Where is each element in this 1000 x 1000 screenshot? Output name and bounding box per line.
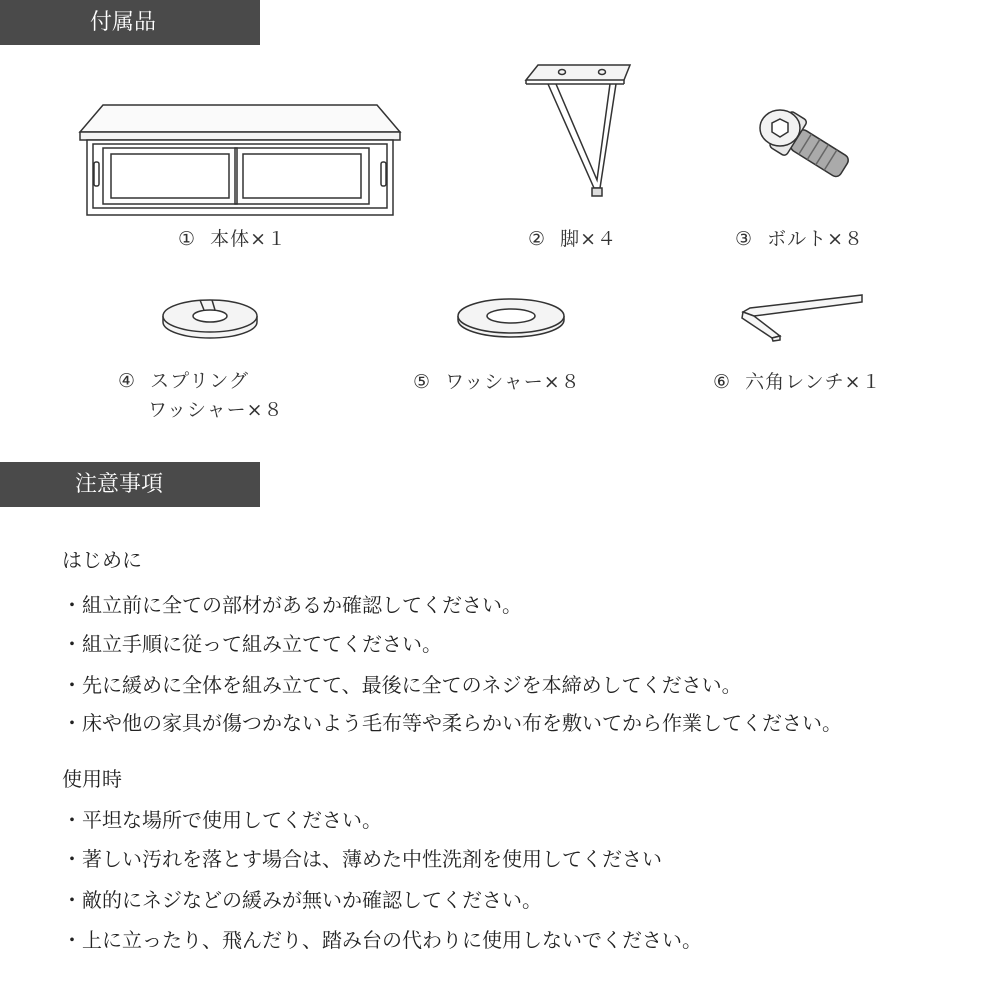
list-item: ・上に立ったり、飛んだり、踏み台の代わりに使用しないでください。 — [62, 928, 702, 952]
part-name: 六角レンチ×１ — [745, 371, 882, 393]
notes-section-header — [0, 462, 260, 507]
part-hex-wrench-caption — [713, 367, 882, 394]
part-number: ① — [178, 228, 197, 250]
bolt-icon — [750, 100, 860, 200]
part-number: ⑤ — [413, 371, 432, 393]
part-name: ボルト×８ — [767, 228, 865, 250]
spring-washer-icon — [160, 296, 260, 340]
part-name: 脚×４ — [560, 228, 618, 250]
accessories-section-header — [0, 0, 260, 45]
part-leg — [520, 60, 635, 210]
part-hex-wrench — [740, 292, 865, 342]
part-number: ② — [528, 228, 547, 250]
washer-icon — [455, 296, 567, 340]
list-item: ・敵的にネジなどの緩みが無いか確認してください。 — [62, 888, 542, 912]
list-item: ・先に緩めに全体を組み立てて、最後に全てのネジを本締めしてください。 — [62, 673, 742, 697]
part-bolt-caption — [735, 224, 864, 251]
part-name-line2: ワッシャー×８ — [148, 399, 284, 421]
notes-title: 注意事項 — [75, 472, 164, 497]
part-bolt — [750, 100, 860, 200]
usage-heading: 使用時 — [62, 767, 122, 791]
part-number: ③ — [735, 228, 754, 250]
part-spring-washer — [160, 296, 260, 340]
intro-heading: はじめに — [62, 548, 142, 572]
part-leg-caption — [528, 224, 617, 251]
hairpin-leg-icon — [520, 60, 635, 210]
part-name: 本体×１ — [210, 228, 288, 250]
part-washer — [455, 296, 567, 340]
part-name: スプリング — [150, 370, 250, 392]
list-item: ・著しい汚れを落とす場合は、薄めた中性洗剤を使用してください — [62, 847, 662, 871]
part-spring-washer-caption — [118, 367, 284, 425]
part-cabinet-caption — [178, 224, 287, 251]
part-washer-caption — [413, 367, 581, 394]
cabinet-icon — [75, 100, 405, 220]
list-item: ・組立手順に従って組み立ててください。 — [62, 632, 442, 656]
hex-wrench-icon — [740, 292, 865, 342]
part-number: ④ — [118, 370, 137, 392]
part-name: ワッシャー×８ — [445, 371, 581, 393]
list-item: ・平坦な場所で使用してください。 — [62, 808, 382, 832]
part-cabinet — [75, 100, 405, 220]
list-item: ・組立前に全ての部材があるか確認してください。 — [62, 593, 522, 617]
part-number: ⑥ — [713, 371, 732, 393]
list-item: ・床や他の家具が傷つかないよう毛布等や柔らかい布を敷いてから作業してください。 — [62, 711, 842, 735]
accessories-title: 付属品 — [90, 10, 157, 35]
